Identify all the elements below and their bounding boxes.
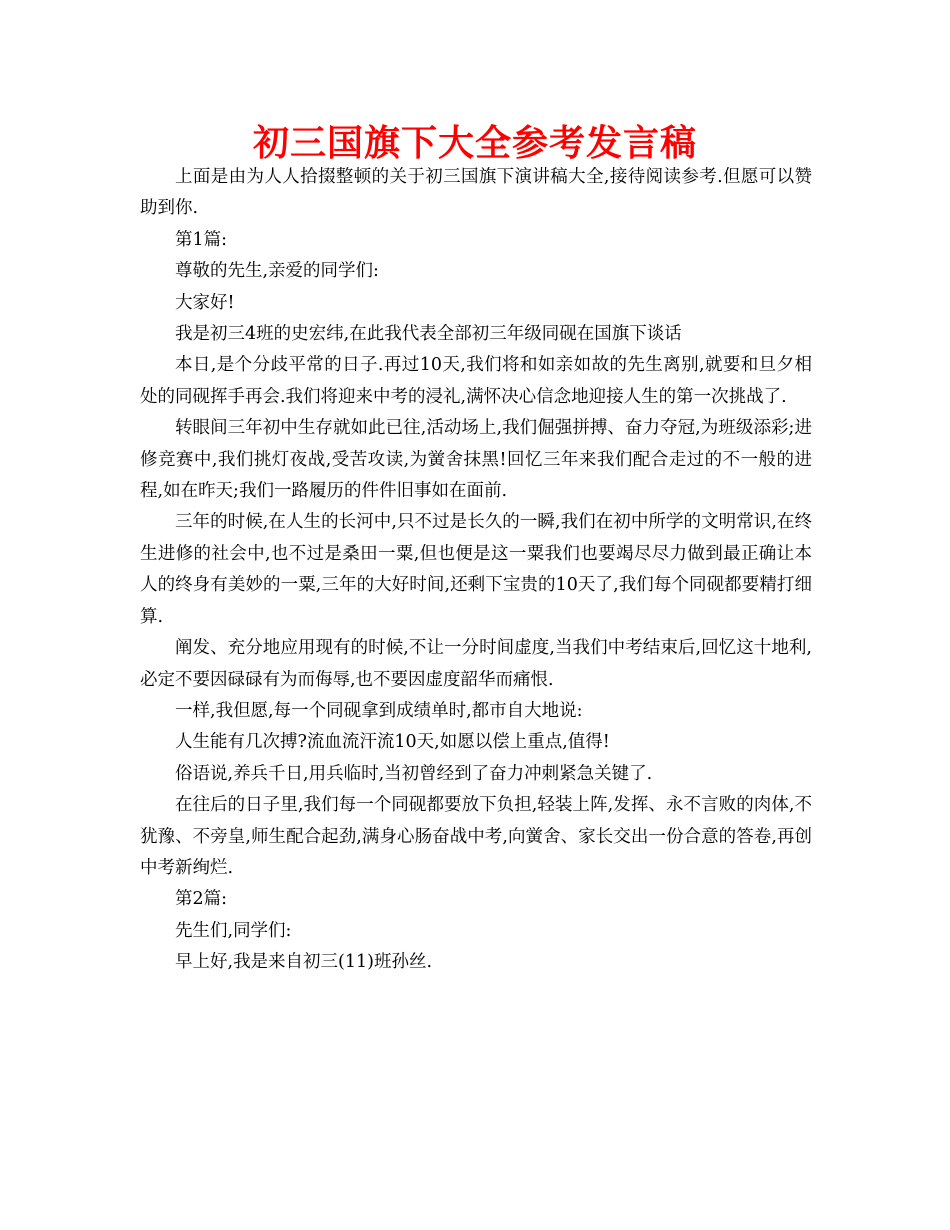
paragraph: 三年的时候,在人生的长河中,只不过是长久的一瞬,我们在初中所学的文明常识,在终生进修的社会中,也不过是桑田一粟,但也便是这一粟我们也要竭尽尽力做到最正确让本人的终身有美妙的一粟,三年的大好时间,还剩下宝贵的10天了,我们每个同砚都要精打细算. — [140, 512, 812, 627]
paragraph: 本日,是个分歧平常的日子.再过10天,我们将和如亲如故的先生离别,就要和旦夕相处的同砚挥手再会.我们将迎来中考的浸礼,满怀决心信念地迎接人生的第一次挑战了. — [140, 355, 812, 407]
section-heading-2: 第2篇: — [175, 889, 228, 910]
salutation: 先生们,同学们: — [175, 920, 292, 941]
paragraph: 人生能有几次搏?流血流汗流10天,如愿以偿上重点,值得! — [175, 732, 610, 753]
paragraph: 俗语说,养兵千日,用兵临时,当初曾经到了奋力冲刺紧急关键了. — [175, 763, 653, 784]
document-body — [140, 162, 812, 979]
document-title: 初三国旗下大全参考发言稿 — [252, 123, 697, 164]
section-heading-1: 第1篇: — [175, 229, 228, 250]
salutation: 尊敬的先生,亲爱的同学们: — [175, 261, 379, 282]
speaker-intro: 我是初三4班的史宏纬,在此我代表全部初三年级同砚在国旗下谈话 — [175, 324, 682, 345]
paragraph: 早上好,我是来自初三(11)班孙丝. — [175, 952, 433, 973]
paragraph: 一样,我但愿,每一个同砚拿到成绩单时,都市自大地说: — [175, 700, 583, 721]
paragraph: 在往后的日子里,我们每一个同砚都要放下负担,轻装上阵,发挥、永不言败的肉体,不犹豫、不旁皇,师生配合起劲,满身心肠奋战中考,向黉舍、家长交出一份合意的答卷,再创中考新绚烂. — [140, 795, 812, 878]
paragraph: 转眼间三年初中生存就如此已往,活动场上,我们倔强拼搏、奋力夺冠,为班级添彩;进修竞赛中,我们挑灯夜战,受苦攻读,为黉舍抹黑!回忆三年来我们配合走过的不一般的进程,如在昨天;我们一路履历的件件旧事如在面前. — [140, 418, 812, 502]
greeting: 大家好! — [175, 292, 235, 313]
paragraph-intro: 上面是由为人人拾掇整顿的关于初三国旗下演讲稿大全,接待阅读参考.但愿可以赞助到你. — [140, 167, 812, 219]
paragraph: 阐发、充分地应用现有的时候,不让一分时间虚度,当我们中考结束后,回忆这十地利,必定不要因碌碌有为而侮辱,也不要因虚度韶华而痛恨. — [140, 638, 812, 690]
